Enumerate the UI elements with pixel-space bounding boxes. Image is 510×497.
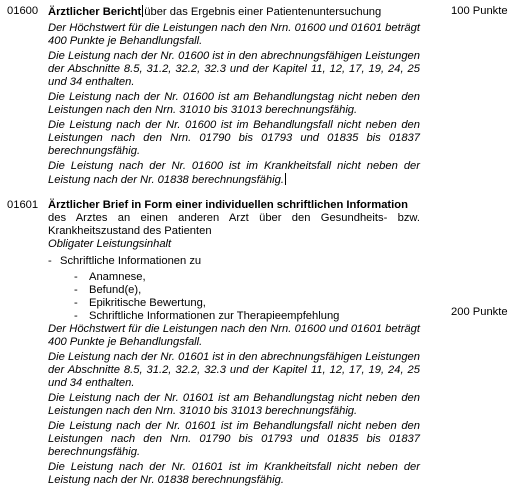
entry-notes <box>48 22 420 187</box>
entry-points: 200 Punkte <box>451 306 508 318</box>
text-cursor <box>285 173 286 185</box>
note-paragraph: Der Höchstwert für die Leistungen nach den Nrn. 01600 und 01601 beträgt 400 Punkte je Behandlungsfall. <box>48 323 420 348</box>
dash-marker: - <box>74 271 78 283</box>
entry-description: des Arztes an einen anderen Arzt über den Gesundheits- bzw. Krankheitszustand des Patienten <box>48 212 420 237</box>
obligate-label: Obligater Leistungsinhalt <box>48 238 172 250</box>
note-paragraph: Der Höchstwert für die Leistungen nach den Nrn. 01600 und 01601 beträgt 400 Punkte je Behandlungsfall. <box>48 22 420 47</box>
sub-list-item-label: Epikritische Bewertung, <box>89 297 206 309</box>
entry-title: Ärztlicher Brief in Form einer individuellen schriftlichen Information <box>48 199 408 211</box>
note-paragraph: Die Leistung nach der Nr. 01600 ist in den abrechnungsfähigen Leistungen der Abschnitte 8.5, 31.2, 32.2, 32.3 und der Kapitel 11, 12, 17, 19, 24, 25 und 34 enthalten. <box>48 50 420 88</box>
dash-marker: - <box>74 297 78 309</box>
entry-body <box>48 5 420 189</box>
sub-list-item <box>74 297 420 310</box>
note-paragraph: Die Leistung nach der Nr. 01600 ist am Behandlungstag nicht neben den Leistungen nach den Nrn. 31010 bis 31013 berechnungsfähig. <box>48 91 420 116</box>
list-item-label: Schriftliche Informationen zu <box>60 255 202 267</box>
note-paragraph: Die Leistung nach der Nr. 01601 ist im Behandlungsfall nicht neben den Leistungen nach den Nrn. 01790 bis 01793 und 01835 bis 01837 berechnungsfähig. <box>48 420 420 458</box>
dash-marker: - <box>74 310 78 322</box>
content-list <box>48 255 420 323</box>
sub-list-item <box>74 284 420 297</box>
dash-marker: - <box>74 284 78 296</box>
note-paragraph <box>48 160 420 187</box>
note-paragraph: Die Leistung nach der Nr. 01601 ist am Behandlungstag nicht neben den Leistungen nach den Nrn. 31010 bis 31013 berechnungsfähig. <box>48 392 420 417</box>
sub-list-item-label: Anamnese, <box>89 271 146 283</box>
list-item <box>48 255 420 323</box>
entry-code: 01600 <box>7 5 39 17</box>
note-paragraph: Die Leistung nach der Nr. 01600 ist im Behandlungsfall nicht neben den Leistungen nach den Nrn. 01790 bis 01793 und 01835 bis 01837 berechnungsfähig. <box>48 119 420 157</box>
entry-points: 100 Punkte <box>451 5 508 17</box>
dash-marker: - <box>48 255 52 267</box>
entry-title-bold: Ärztlicher Bericht <box>48 6 142 18</box>
sub-list-item <box>74 271 420 284</box>
entry-body <box>48 199 420 489</box>
sub-list <box>60 271 420 323</box>
entry-title <box>48 5 420 19</box>
entry-notes <box>48 323 420 487</box>
entry-title-rest: über das Ergebnis einer Patientenuntersuchung <box>144 6 382 18</box>
sub-list-item-label: Befund(e), <box>89 284 142 296</box>
entry-code: 01601 <box>7 199 39 211</box>
sub-list-item <box>74 310 420 323</box>
note-paragraph: Die Leistung nach der Nr. 01601 ist im Krankheitsfall nicht neben der Leistung nach der Nr. 01838 berechnungsfähig. <box>48 461 420 486</box>
sub-list-item-label: Schriftliche Informationen zur Therapieempfehlung <box>89 310 340 322</box>
note-paragraph: Die Leistung nach der Nr. 01601 ist in den abrechnungsfähigen Leistungen der Abschnitte 8.5, 31.2, 32.2, 32.3 und der Kapitel 11, 12, 17, 19, 24, 25 und 34 enthalten. <box>48 351 420 389</box>
note-paragraph-text: Die Leistung nach der Nr. 01600 ist im Krankheitsfall nicht neben der Leistung nach der Nr. 01838 berechnungsfähig. <box>48 160 420 186</box>
